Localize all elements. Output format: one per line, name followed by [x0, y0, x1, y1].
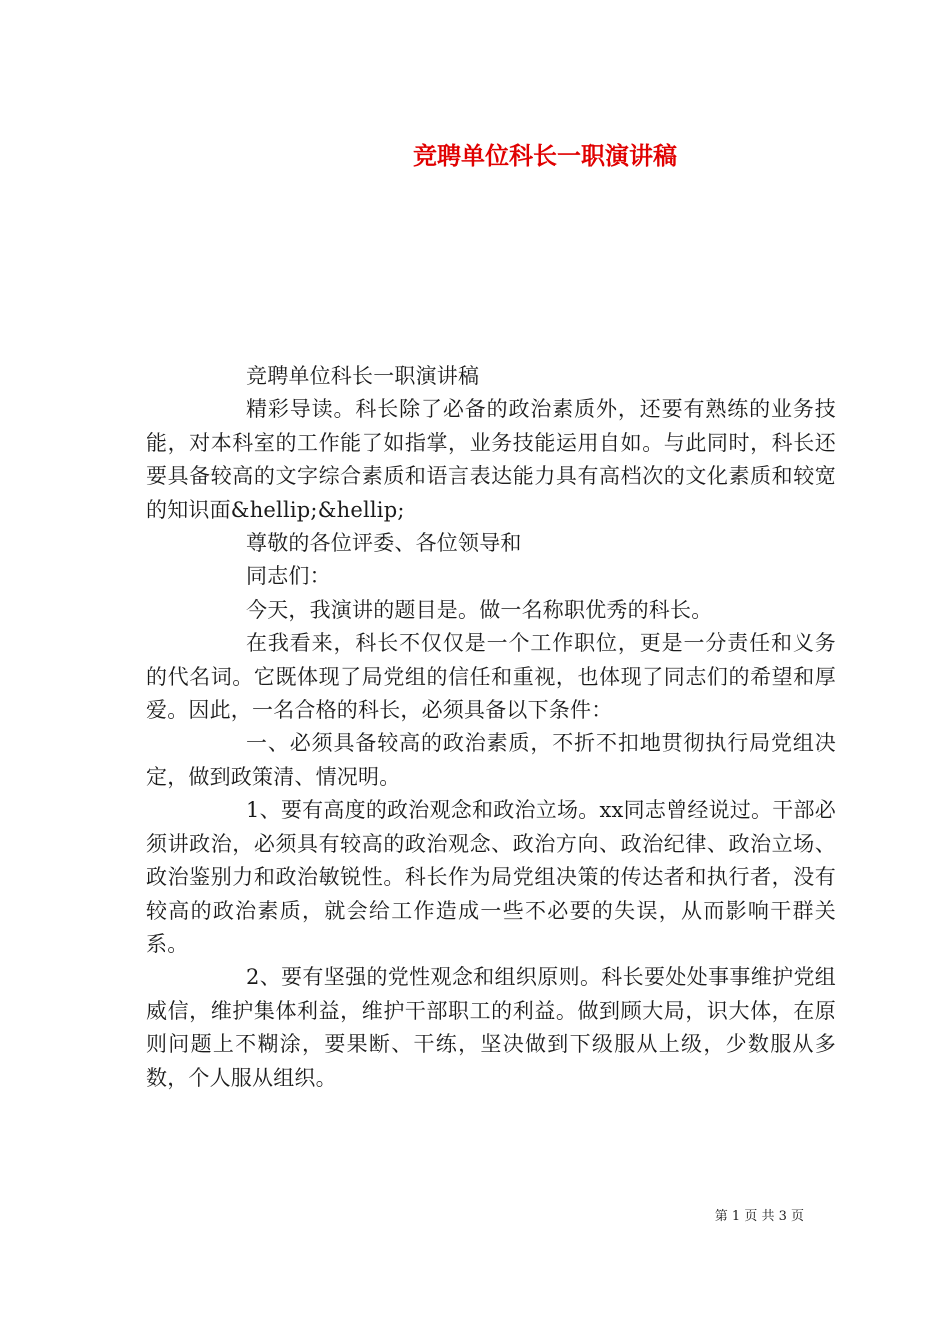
paragraph-heading: 竞聘单位科长一职演讲稿 [246, 364, 480, 388]
page-number: 第 1 页 共 3 页 [714, 1209, 804, 1224]
paragraph-view: 在我看来，科长不仅仅是一个工作职位，更是一分责任和义务的代名词。它既体现了局党组的信任和重视，也体现了同志们的希望和厚爱。因此，一名合格的科长，必须具备以下条件： [146, 631, 836, 723]
paragraph-salutation-2: 同志们： [246, 564, 331, 589]
paragraph-intro: 精彩导读。科长除了必备的政治素质外，还要有熟练的业务技能，对本科室的工作能了如指掌，业务技能运用自如。与此同时，科长还要具备较高的文字综合素质和语言表达能力具有高档次的文化素质和较宽的知识面&hellip;&hellip; [146, 397, 836, 522]
paragraph-topic: 今天，我演讲的题目是。做一名称职优秀的科长。 [246, 597, 713, 622]
document-body [146, 360, 836, 1095]
paragraph-salutation: 尊敬的各位评委、各位领导和 [246, 531, 522, 556]
paragraph-section-1: 一、必须具备较高的政治素质，不折不扣地贯彻执行局党组决定，做到政策清、情况明。 [146, 731, 836, 789]
document-title: 竞聘单位科长一职演讲稿 [413, 141, 677, 170]
paragraph-point-2: 2、要有坚强的党性观念和组织原则。科长要处处事事维护党组威信，维护集体利益，维护干部职工的利益。做到顾大局，识大体，在原则问题上不糊涂，要果断、干练，坚决做到下级服从上级，少数服从多数，个人服从组织。 [146, 965, 836, 1090]
paragraph-point-1: 1、要有高度的政治观念和政治立场。xx同志曾经说过。干部必须讲政治，必须具有较高的政治观念、政治方向、政治纪律、政治立场、政治鉴别力和政治敏锐性。科长作为局党组决策的传达者和执行者，没有较高的政治素质，就会给工作造成一些不必要的失误，从而影响干群关系。 [146, 798, 836, 956]
